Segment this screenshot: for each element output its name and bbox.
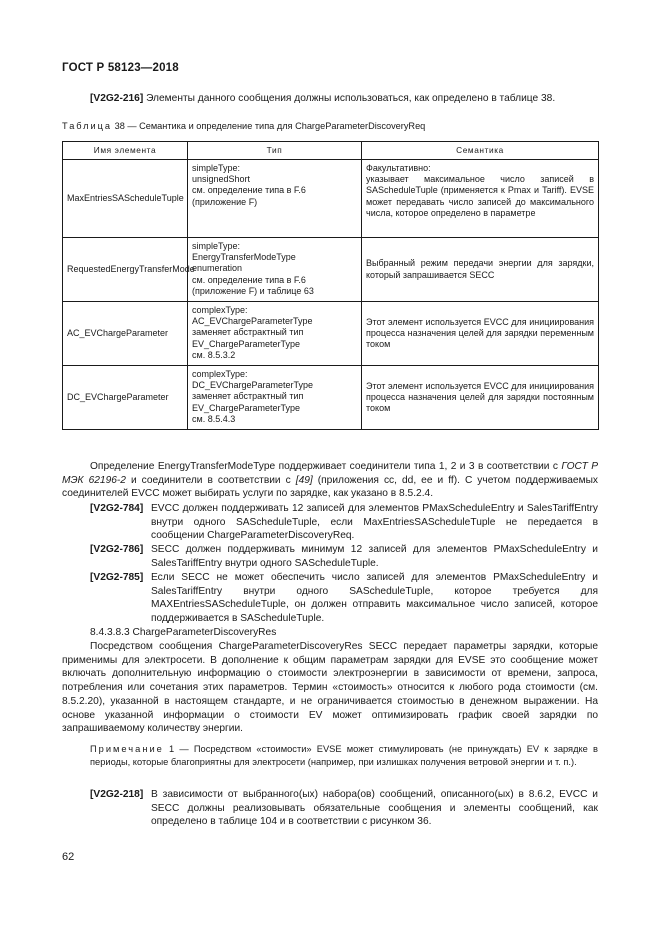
note-text: 1 — Посредством «стоимости» EVSE может стимулировать (не принуждать) EV к зарядке в периоды, которые благоприятны для электросети (например, при излишках получения ветровой энергии и т. п.). — [90, 744, 598, 767]
note-paragraph — [90, 743, 598, 768]
definition-text: (приложения cc, dd, ee и ff). С учетом поддерживаемых соединителей EVCC может выбирать услуги по зарядке, как указано в 8.5.2.4. — [62, 474, 599, 500]
type-line: DC_EVChargeParameterType — [192, 380, 314, 391]
requirement-text: Если SECC не может обеспечить число записей для элементов PMaxScheduleEntry и SalesTariffEntry внутри одного SAScheduleTuple, которое требуется для MAXEntriesSAScheduleTuple, он должен отправить максимальное число записей, которое поддерживается в SAScheduleTuple. — [151, 572, 598, 625]
cell-type — [188, 366, 362, 430]
cell-element-name: RequestedEnergyTransferMode — [63, 238, 188, 302]
type-line: EnergyTransferModeType — [192, 252, 296, 263]
document-header: ГОСТ Р 58123—2018 — [62, 62, 179, 74]
requirement-tag: [V2G2-785] — [90, 572, 144, 583]
type-line: заменяет абстрактный тип — [192, 391, 304, 402]
header-type: Тип — [188, 142, 362, 160]
definition-text: и соединители в соответствии с — [125, 474, 296, 486]
cell-semantics: Этот элемент используется EVCC для инициирования процесса назначения целей для зарядки постоянным током — [362, 366, 599, 430]
table-caption-label: Таблица — [62, 121, 113, 131]
cell-semantics: Этот элемент используется EVCC для инициирования процесса назначения целей для зарядки переменным током — [362, 302, 599, 366]
cell-element-name: DC_EVChargeParameter — [63, 366, 188, 430]
type-line: EV_ChargeParameterType — [192, 402, 301, 413]
requirement-text: В зависимости от выбранного(ых) набора(ов) сообщений, описанного(ых) в 8.6.2, EVCC и SECC должны реализовывать обязательные сообщения и элементы сообщений, как определено в таблице 104 и в соответствии с рисунком 36. — [151, 789, 598, 828]
type-line: complexType: — [192, 369, 248, 379]
type-line: simpleType: — [192, 241, 241, 251]
type-line: см. определение типа в F.6 — [192, 274, 306, 285]
requirement-tag: [V2G2-786] — [90, 544, 144, 555]
table-row — [63, 160, 599, 238]
requirement-tag: [V2G2-216] — [90, 93, 144, 104]
type-line: simpleType: — [192, 163, 241, 173]
type-line: AC_EVChargeParameterType — [192, 316, 313, 327]
requirement-text: SECC должен поддерживать минимум 12 записей для элементов PMaxScheduleEntry и SalesTariffEntry внутри одного SAScheduleTuple. — [151, 544, 598, 569]
type-line: см. 8.5.3.2 — [192, 349, 236, 360]
requirement-tag: [V2G2-218] — [90, 789, 144, 800]
requirement-v2g2-785 — [90, 571, 598, 626]
type-line: (приложение F) и таблице 63 — [192, 285, 314, 296]
cell-type — [188, 302, 362, 366]
intro-paragraph — [90, 92, 598, 106]
requirement-text: EVCC должен поддерживать 12 записей для элементов PMaxScheduleEntry и SalesTariffEntry внутри одного SAScheduleTuple, если MaxEntriesSAScheduleTuple не передается в сообщении ChargeParameterDiscoveryReq. — [151, 503, 598, 542]
note-label: Примечание — [90, 744, 164, 754]
type-line: complexType: — [192, 305, 248, 315]
section-heading: 8.4.3.8.3 ChargeParameterDiscoveryRes — [90, 627, 277, 638]
definition-text: Определение EnergyTransferModeType поддерживает соединители типа 1, 2 и 3 в соответствии с — [90, 461, 562, 472]
type-line: см. 8.5.4.3 — [192, 413, 236, 424]
header-semantics: Семантика — [362, 142, 599, 160]
cell-type — [188, 160, 362, 238]
table-caption — [62, 121, 425, 131]
cell-element-name: MaxEntriesSAScheduleTuple — [63, 160, 188, 238]
table-header-row — [63, 142, 599, 160]
table-row — [63, 366, 599, 430]
semantics-line: указывает максимальное число записей в SAScheduleTuple (применяется к Pmax и Tariff). EVSE может передавать число записей до максимального числа, которое определено в параметре — [366, 174, 594, 218]
semantics-table — [62, 141, 599, 430]
cell-element-name: AC_EVChargeParameter — [63, 302, 188, 366]
type-line: EV_ChargeParameterType — [192, 338, 301, 349]
definition-paragraph — [62, 460, 598, 501]
cell-type — [188, 238, 362, 302]
response-paragraph: Посредством сообщения ChargeParameterDiscoveryRes SECC передает параметры зарядки, которые применимы для электросети. В дополнение к общим параметрам зарядки для EVSE это сообщение может включать дополнительную информацию о стоимости электроэнергии в зависимости от времени, запроса, потребления или сочетания этих параметров. Термин «стоимость» относится к любого рода стоимости (см. 8.5.2.20), указанной в настоящем стандарте, и не ограничивается стоимостью в денежном выражении. На основе указанной информации о стоимости EV может оптимизировать график своей зарядки по запрашиваемому количеству энергии. — [62, 641, 598, 735]
cell-semantics — [362, 160, 599, 238]
header-element-name: Имя элемента — [63, 142, 188, 160]
type-line: enumeration — [192, 263, 243, 274]
table-row — [63, 238, 599, 302]
standard-reference: ГОСТ Р МЭК 62196-2 — [62, 461, 598, 486]
intro-text: Элементы данного сообщения должны использоваться, как определено в таблице 38. — [143, 93, 556, 104]
requirement-v2g2-218 — [90, 788, 598, 829]
semantics-line: Факультативно: — [366, 163, 431, 173]
requirement-tag: [V2G2-784] — [90, 503, 144, 514]
table-caption-text: 38 — Семантика и определение типа для ChargeParameterDiscoveryReq — [112, 121, 426, 131]
type-line: см. определение типа в F.6 — [192, 185, 306, 196]
type-line: (приложение F) — [192, 196, 258, 207]
type-line: заменяет абстрактный тип — [192, 327, 304, 338]
table-row — [63, 302, 599, 366]
requirement-v2g2-784 — [90, 502, 598, 543]
cell-semantics: Выбранный режим передачи энергии для зарядки, который запрашивается SECC — [362, 238, 599, 302]
page-number: 62 — [62, 851, 75, 863]
bibliography-reference: [49] — [295, 474, 313, 486]
type-line: unsignedShort — [192, 174, 251, 185]
requirement-v2g2-786 — [90, 543, 598, 570]
